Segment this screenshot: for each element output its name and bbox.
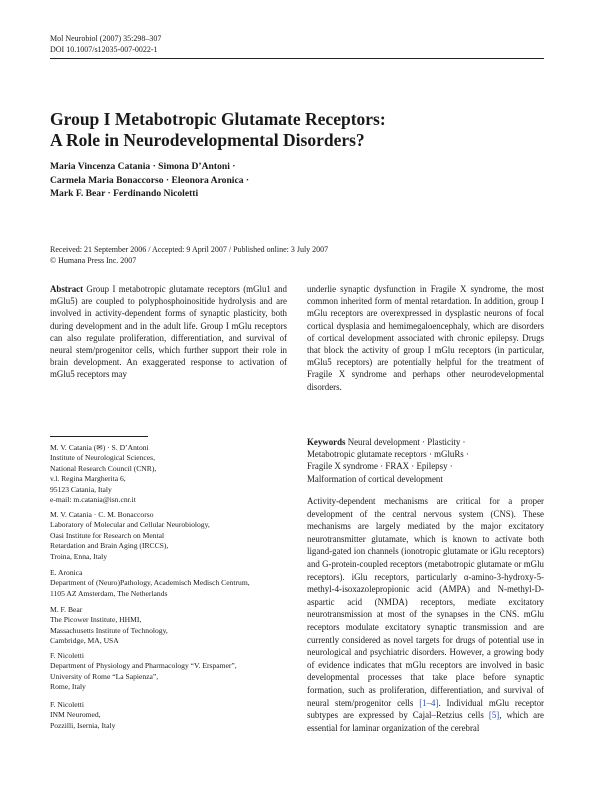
body-text-a: Activity-dependent mechanisms are critical for a proper development of the central nervous system (CNS). These mechanisms are largely mediated by the major excitatory neurotransmitter glutamate, which is known to activate both ligand-gated ion channels (ionotropic glutamate or iGlu receptors) and G-protein-coupled receptors (metabotropic glutamate or mGlu receptors). iGlu receptors, particularly α-amino-3-hydroxy-5-methyl-4-isoxazolepropionic acid (AMPA) and N-methyl-D-aspartic acid (NMDA) receptors, mediate excitatory neurotransmission at most of the synapses in the CNS. mGlu receptors modulate excitatory synaptic transmission and are currently considered as novel targets for drugs of potential use in neurological and psychiatric disorders. However, a growing body of evidence indicates that mGlu receptors are involved in basic developmental processes that take place before synaptic formation, such as proliferation, differentiation, and survival of neural stem/progenitor cells [307, 496, 544, 708]
journal-citation: Mol Neurobiol (2007) 35:298–307 [50, 34, 162, 43]
authors-line-2: Carmela Maria Bonaccorso · Eleonora Aronica · [50, 174, 250, 186]
affiliation-1 [50, 443, 290, 505]
affiliation-2 [50, 510, 290, 562]
keywords-line-3: Fragile X syndrome · FRAX · Epilepsy · [307, 461, 453, 472]
affiliation-line: Institute of Neurological Sciences, [50, 453, 156, 463]
citation-link[interactable]: [1–4] [419, 697, 439, 708]
affiliation-email[interactable]: e-mail: m.catania@isn.cnr.it [50, 495, 136, 505]
abstract-right [307, 283, 544, 393]
affiliation-5 [50, 651, 290, 693]
affiliation-line: 1105 AZ Amsterdam, The Netherlands [50, 588, 168, 598]
body-text-b: . Individual mGlu receptor subtypes are expressed by Cajal–Retzius cells [307, 697, 545, 721]
author-list [50, 160, 350, 201]
affiliation-line: M. V. Catania · C. M. Bonaccorso [50, 510, 154, 519]
header-rule [50, 58, 544, 59]
affiliation-rule [50, 436, 148, 437]
copyright: © Humana Press Inc. 2007 [50, 256, 137, 265]
affiliation-line: F. Nicoletti [50, 700, 84, 709]
affiliation-line: F. Nicoletti [50, 651, 84, 660]
journal-doi: DOI 10.1007/s12035-007-0022-1 [50, 45, 158, 54]
affiliation-4 [50, 605, 290, 647]
date-history: Received: 21 September 2006 / Accepted: 9 April 2007 / Published online: 3 July 2007 [50, 245, 329, 254]
affiliation-line: Laboratory of Molecular and Cellular Neurobiology, [50, 520, 210, 530]
affiliation-line: The Picower Institute, HHMI, [50, 615, 142, 625]
affiliation-line: Oasi Institute for Research on Mental [50, 530, 165, 540]
title-line-2: A Role in Neurodevelopmental Disorders? [50, 130, 365, 150]
affiliation-line: M. F. Bear [50, 605, 83, 614]
affiliation-3 [50, 568, 290, 599]
keywords-line-4: Malformation of cortical development [307, 473, 443, 484]
keywords-line-2: Metabotropic glutamate receptors · mGluRs · [307, 449, 469, 460]
affiliation-line: Troina, Enna, Italy [50, 551, 108, 561]
affiliation-line: Cambridge, MA, USA [50, 636, 119, 646]
article-title [50, 109, 544, 151]
affiliation-line: University of Rome “La Sapienza”, [50, 671, 159, 681]
abstract-left [50, 283, 287, 381]
citation-link[interactable]: [5] [488, 710, 500, 721]
keywords-block [307, 436, 544, 485]
authors-line-3: Mark F. Bear · Ferdinando Nicoletti [50, 188, 199, 199]
journal-header [50, 33, 161, 55]
publication-dates [50, 244, 544, 266]
body-text-c: , which are essential for laminar organization of the cerebral [307, 710, 544, 733]
title-line-1: Group I Metabotropic Glutamate Receptors: [50, 109, 386, 129]
affiliation-line: v.l. Regina Margherita 6, [50, 474, 126, 484]
affiliation-line: 95123 Catania, Italy [50, 484, 112, 494]
abstract-text-left: Group I metabotropic glutamate receptors (mGlu1 and mGlu5) are coupled to polyphosphoinositide hydrolysis and are involved in activity-dependent forms of synaptic plasticity, both during development and in the adult life. Group I mGlu receptors can also regulate proliferation, differentiation, and survival of neural stem/progenitor cells, which further support their role in brain development. An exaggerated response to activation of mGlu5 receptors may [50, 284, 287, 380]
affiliation-line: Rome, Italy [50, 682, 86, 692]
keywords-line-1: Neural development · Plasticity · [347, 437, 466, 447]
affiliation-line: Retardation and Brain Aging (IRCCS), [50, 541, 169, 551]
keywords-label: Keywords [307, 437, 346, 447]
affiliation-line: National Research Council (CNR), [50, 463, 157, 473]
affiliation-line: E. Aronica [50, 568, 83, 577]
affiliation-6 [50, 700, 290, 731]
abstract-label: Abstract [50, 284, 84, 294]
affiliation-line: M. V. Catania (✉) · S. D’Antoni [50, 443, 149, 452]
abstract-text-right: underlie synaptic dysfunction in Fragile X syndrome, the most common inherited form of mental retardation. In addition, group I mGlu receptors are overexpressed in dysplastic neurons of focal cortical dysplasia and hemimegaloencephaly, which are disorders of cortical development associated with chronic epilepsy. Drugs that block the activity of group I mGlu receptors (in particular, mGlu5 receptors) are potentially helpful for the treatment of Fragile X syndrome and perhaps other neurodevelopmental disorders. [307, 284, 544, 392]
authors-line-1: Maria Vincenza Catania · Simona D’Antoni · [50, 161, 236, 172]
affiliation-line: INM Neuromed, [50, 710, 101, 720]
body-text [307, 495, 544, 734]
affiliation-line: Pozzilli, Isernia, Italy [50, 720, 116, 730]
affiliation-line: Massachusetts Institute of Technology, [50, 625, 168, 635]
affiliation-line: Department of (Neuro)Pathology, Academisch Medisch Centrum, [50, 578, 250, 588]
affiliation-line: Department of Physiology and Pharmacology “V. Erspamer”, [50, 661, 237, 671]
